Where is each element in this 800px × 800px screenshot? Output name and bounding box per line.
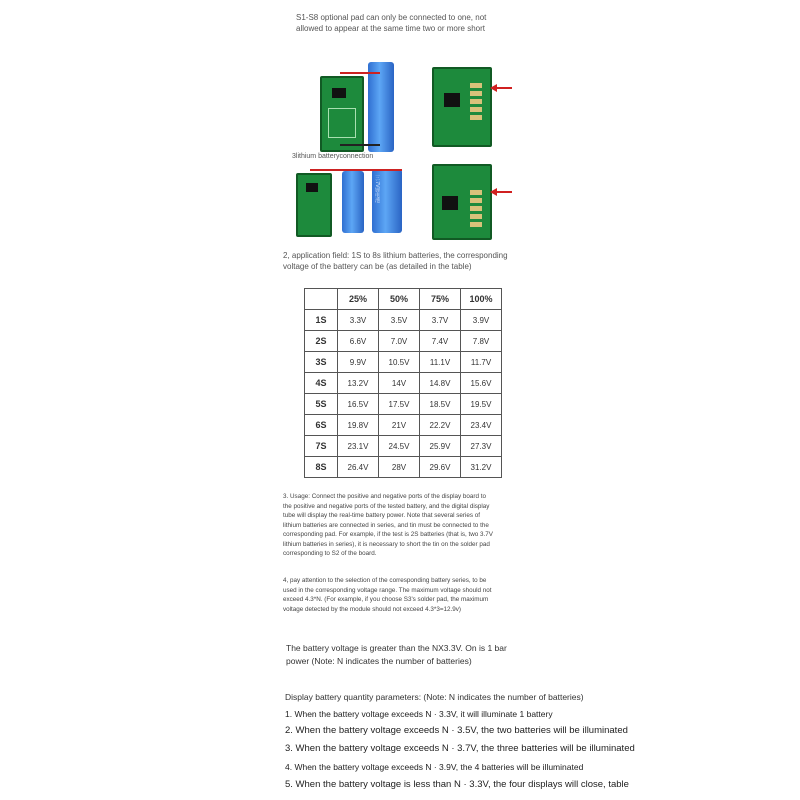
table-cell: 17.5V [379,394,420,415]
solder-pad [470,214,482,219]
row-label: 5S [305,394,338,415]
solder-pad [470,83,482,88]
table-cell: 3.9V [461,310,502,331]
usage-line: corresponding pad. For example, if the test is 2S batteries (that is, two 3.7V [283,531,494,538]
solder-pad [470,198,482,203]
usage-line: the positive and negative ports of the tested battery, and the digital display [283,502,490,510]
application-line1: 2, application field: 1S to 8s lithium batteries, the corresponding [283,251,508,260]
lithium-cell [368,62,394,152]
figure-caption: 3lithium batteryconnection [292,153,374,160]
header-note-line1: S1-S8 optional pad can only be connected to one, not [296,13,487,22]
table-cell: 31.2V [461,457,502,478]
table-cell: 11.1V [420,352,461,373]
table-cell: 24.5V [379,436,420,457]
table-cell: 18.5V [420,394,461,415]
usage-line: corresponding to S2 of the board. [283,550,377,557]
usage-line: 3. Usage: Connect the positive and negative ports of the display board to [283,493,487,500]
table-cell: 22.2V [420,415,461,436]
chip [444,93,460,107]
board-closeup-1 [432,67,492,147]
table-cell: 19.5V [461,394,502,415]
attention-paragraph [283,576,563,614]
table-cell: 3.3V [338,310,379,331]
table-cell: 3.5V [379,310,420,331]
usage-line: lithium batteries are connected in series, and tin must be connected to the [283,521,489,529]
solder-pad [470,206,482,211]
battery-board-photo-2 [296,167,416,235]
table-cell: 15.6V [461,373,502,394]
table-row [305,415,502,436]
table-cell: 23.4V [461,415,502,436]
table-header-row [305,289,502,310]
chip [442,196,458,210]
table-cell: 13.2V [338,373,379,394]
attention-line: 4, pay attention to the selection of the corresponding battery series, to be [283,577,487,584]
table-cell: 7.4V [420,331,461,352]
table-header-cell: 100% [461,289,502,310]
row-label: 6S [305,415,338,436]
header-note [296,12,556,34]
table-cell: 7.8V [461,331,502,352]
params-item: 5. When the battery voltage is less than N · 3.3V, the four displays will close, table [285,779,629,790]
attention-line: exceed 4.3*N. (For example, if you choose S3's solder pad, the maximum [283,596,489,603]
application-line2: voltage of the battery can be (as detailed in the table) [283,262,472,271]
table-cell: 27.3V [461,436,502,457]
pcb-board [320,76,364,152]
attention-line: used in the corresponding voltage range. The maximum voltage should not [283,586,492,594]
display-outline [328,108,356,138]
cell-label: 三.7V锂电池 [374,175,380,203]
row-label: 4S [305,373,338,394]
table-row [305,436,502,457]
solder-pad [470,107,482,112]
table-cell: 7.0V [379,331,420,352]
table-header-cell [305,289,338,310]
table-cell: 14.8V [420,373,461,394]
row-label: 7S [305,436,338,457]
table-row [305,373,502,394]
table-cell: 19.8V [338,415,379,436]
table-cell: 14V [379,373,420,394]
red-arrow-line [496,191,512,193]
voltage-note-line1: The battery voltage is greater than the NX3.3V. On is 1 bar [286,643,507,653]
battery-board-photo-1 [320,62,400,152]
table-row [305,457,502,478]
chip [306,183,318,192]
black-wire [340,144,380,146]
display-parameters [285,690,795,794]
usage-line: lithium batteries in series), it is necessary to short the tin on the solder pad [283,540,490,548]
board-closeup-2 [432,164,492,240]
table-cell: 10.5V [379,352,420,373]
voltage-table [304,288,502,478]
pcb-board [296,173,332,237]
solder-pad [470,222,482,227]
solder-pad [470,99,482,104]
table-header-cell: 50% [379,289,420,310]
usage-paragraph [283,492,563,559]
table-header-cell: 25% [338,289,379,310]
row-label: 1S [305,310,338,331]
params-item: 2. When the battery voltage exceeds N · 3.5V, the two batteries will be illuminated [285,725,628,736]
lithium-cell [372,169,402,233]
lithium-cell [342,171,364,233]
red-wire [340,72,380,74]
params-item: 1. When the battery voltage exceeds N · 3.3V, it will illuminate 1 battery [285,709,553,719]
table-cell: 23.1V [338,436,379,457]
header-note-line2: allowed to appear at the same time two or more short [296,24,485,33]
chip [332,88,346,98]
params-item: 4. When the battery voltage exceeds N · 3.9V, the 4 batteries will be illuminated [285,762,584,772]
table-cell: 9.9V [338,352,379,373]
usage-line: tube will display the real-time battery power. Note that several series of [283,512,481,519]
params-title: Display battery quantity parameters: (Note: N indicates the number of batteries) [285,692,584,702]
row-label: 8S [305,457,338,478]
table-cell: 26.4V [338,457,379,478]
solder-pad [470,190,482,195]
table-cell: 21V [379,415,420,436]
red-wire [310,169,402,171]
table-cell: 11.7V [461,352,502,373]
voltage-table-wrapper [304,288,502,478]
attention-line: voltage detected by the module should not exceed 4.3*3=12.9v) [283,605,462,613]
solder-pad [470,91,482,96]
table-row [305,310,502,331]
row-label: 3S [305,352,338,373]
table-cell: 28V [379,457,420,478]
red-arrow-line [496,87,512,89]
row-label: 2S [305,331,338,352]
application-field [283,250,563,272]
table-cell: 6.6V [338,331,379,352]
table-row [305,352,502,373]
table-row [305,394,502,415]
table-cell: 16.5V [338,394,379,415]
table-cell: 3.7V [420,310,461,331]
voltage-note-line2: power (Note: N indicates the number of batteries) [286,656,472,666]
table-cell: 29.6V [420,457,461,478]
voltage-note [286,642,586,668]
table-cell: 25.9V [420,436,461,457]
table-header-cell: 75% [420,289,461,310]
table-row [305,331,502,352]
solder-pad [470,115,482,120]
params-item: 3. When the battery voltage exceeds N · 3.7V, the three batteries will be illuminated [285,743,635,754]
